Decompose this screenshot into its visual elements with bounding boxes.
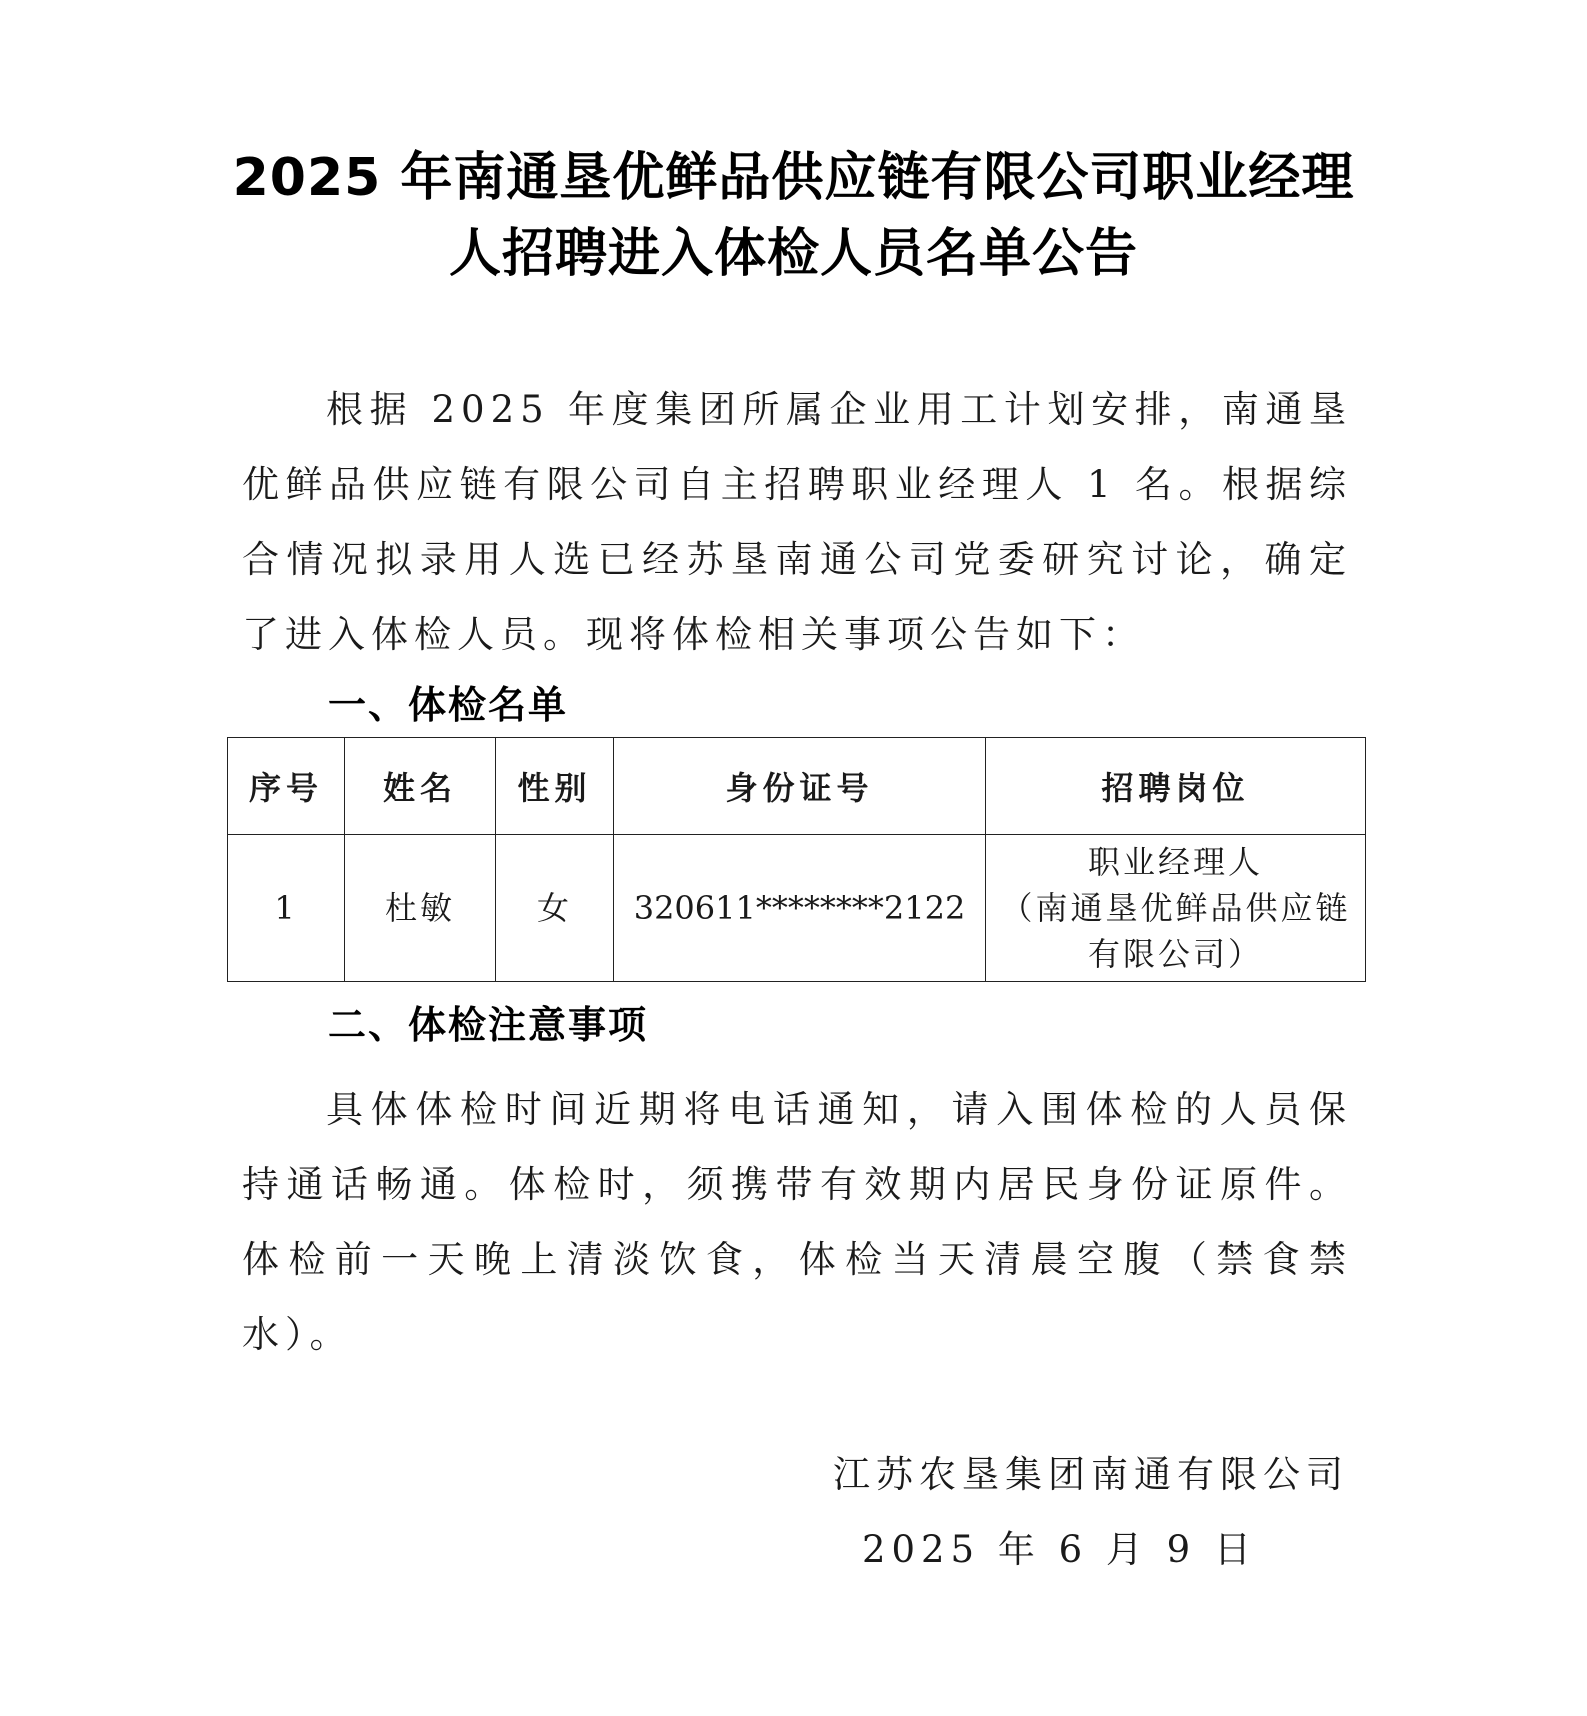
header-id-number: 身份证号 (614, 738, 986, 835)
cell-name: 杜敏 (345, 835, 496, 982)
header-gender: 性别 (496, 738, 614, 835)
section-heading-exam-list: 一、体检名单 (328, 683, 569, 727)
exam-list-table (227, 737, 1366, 982)
cell-index: 1 (228, 835, 345, 982)
position-line-1: 职业经理人 (1087, 843, 1263, 881)
header-name: 姓名 (345, 738, 496, 835)
position-line-3: 有限公司） (1087, 935, 1263, 973)
title-line-1: 2025 年南通垦优鲜品供应链有限公司职业经理 (232, 148, 1355, 208)
position-line-2: （南通垦优鲜品供应链 (1000, 889, 1351, 927)
cell-id-number: 320611********2122 (614, 835, 986, 982)
issue-date: 2025 年 6 月 9 日 (861, 1528, 1257, 1571)
table-header-row (228, 738, 1366, 835)
header-index: 序号 (228, 738, 345, 835)
cell-position (986, 835, 1366, 982)
title-line-2: 人招聘进入体检人员名单公告 (448, 224, 1138, 284)
table-row (228, 835, 1366, 982)
issuer-name: 江苏农垦集团南通有限公司 (833, 1453, 1349, 1496)
section-heading-exam-notes: 二、体检注意事项 (328, 1003, 649, 1047)
header-position: 招聘岗位 (986, 738, 1366, 835)
cell-gender: 女 (496, 835, 614, 982)
page-title (200, 140, 1387, 292)
intro-paragraph: 根据 2025 年度集团所属企业用工计划安排，南通垦优鲜品供应链有限公司自主招聘职业经理人 1 名。根据综合情况拟录用人选已经苏垦南通公司党委研究讨论，确定了进入体检人员。现将体检相关事项公告如下： (242, 388, 1352, 656)
notice-paragraph: 具体体检时间近期将电话通知，请入围体检的人员保持通话畅通。体检时，须携带有效期内居民身份证原件。体检前一天晚上清淡饮食，体检当天清晨空腹（禁食禁水）。 (242, 1088, 1352, 1356)
